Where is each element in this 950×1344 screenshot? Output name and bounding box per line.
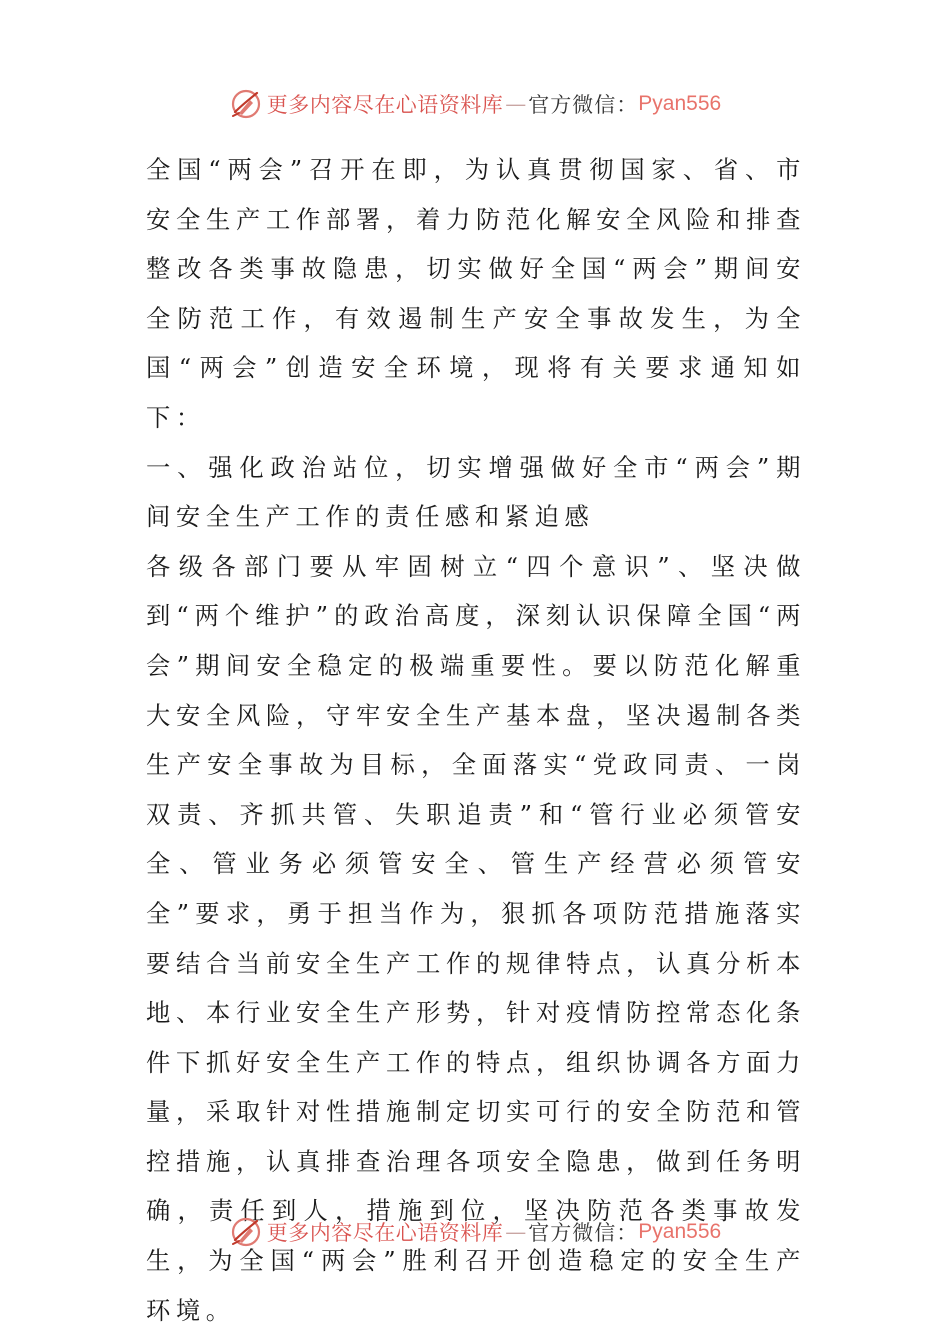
- pen-nib-logo-icon: [229, 1215, 263, 1249]
- wechat-label: 官方微信：: [528, 1221, 639, 1245]
- header-banner: [0, 84, 950, 124]
- banner-separator: —: [505, 1220, 527, 1244]
- site-promo-text: 更多内容尽在心语资料库: [266, 1221, 504, 1245]
- footer-banner: [0, 1212, 950, 1252]
- section-1-paragraph: 各级各部门要从牢固树立“四个意识”、坚决做到“两个维护”的政治高度，深刻认识保障全国“两会”期间安全稳定的极端重要性。要以防范化解重大安全风险，守牢安全生产基本盘，坚决遏制各类生产安全事故为目标，全面落实“党政同责、一岗双责、齐抓共管、失职追责”和“管行业必须管安全、管业务必须管安全、管生产经营必须管安全”要求，勇于担当作为，狠抓各项防范措施落实要结合当前安全生产工作的规律特点，认真分析本地、本行业安全生产形势，针对疫情防控常态化条件下抓好安全生产工作的特点，组织协调各方面力量，采取针对性措施制定切实可行的安全防范和管控措施，认真排查治理各项安全隐患，做到任务明确，责任到人，措施到位，坚决防范各类事故发生，为全国“两会”胜利召开创造稳定的安全生产环境。: [146, 551, 806, 1325]
- wechat-id: Pyan556: [638, 92, 722, 115]
- pen-nib-logo-icon: [229, 87, 263, 121]
- wechat-id: Pyan556: [638, 1220, 722, 1243]
- intro-paragraph: 全国“两会”召开在即，为认真贯彻国家、省、市安全生产工作部署，着力防范化解安全风险和排查整改各类事故隐患，切实做好全国“两会”期间安全防范工作，有效遏制生产安全事故发生，为全国“两会”创造安全环境，现将有关要求通知如下：: [146, 155, 806, 432]
- document-body: [146, 145, 806, 1335]
- section-heading-1: 一、强化政治站位，切实增强做好全市“两会”期间安全生产工作的责任感和紧迫感: [146, 452, 806, 532]
- wechat-label: 官方微信：: [528, 93, 639, 117]
- banner-separator: —: [505, 92, 527, 116]
- site-promo-text: 更多内容尽在心语资料库: [266, 93, 504, 117]
